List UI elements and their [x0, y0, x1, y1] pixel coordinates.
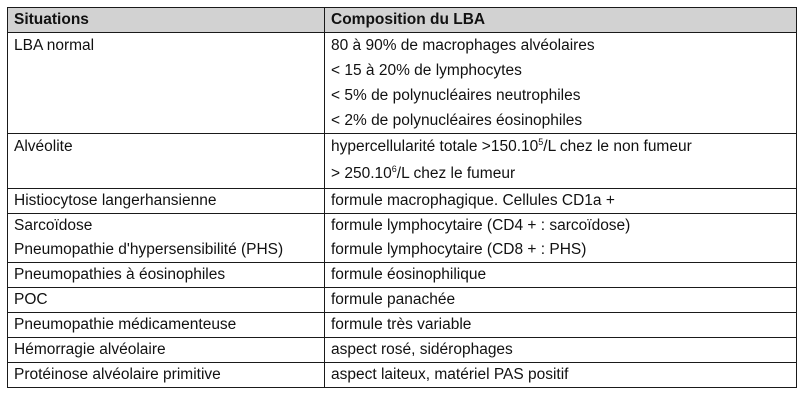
composition-text: formule éosinophilique — [331, 266, 487, 283]
composition-text: < 15 à 20% de lymphocytes — [331, 62, 522, 79]
table-row — [8, 189, 797, 214]
composition-cell — [325, 33, 797, 134]
situation-text: Pneumopathie d'hypersensibilité (PHS) — [14, 241, 284, 258]
composition-text: formule très variable — [331, 316, 472, 333]
composition-text — [331, 134, 790, 161]
composition-cell — [325, 338, 797, 363]
situation-cell — [8, 134, 325, 189]
situation-cell — [8, 214, 325, 263]
situation-cell — [8, 33, 325, 134]
composition-text: < 5% de polynucléaires neutrophiles — [331, 87, 581, 104]
composition-text: formule panachée — [331, 291, 456, 308]
table-row — [8, 263, 797, 288]
composition-cell — [325, 263, 797, 288]
header-composition: Composition du LBA — [325, 8, 797, 33]
composition-cell — [325, 288, 797, 313]
composition-text-part: /L chez le fumeur — [396, 165, 516, 182]
composition-cell — [325, 363, 797, 388]
composition-text — [331, 161, 790, 188]
composition-text: aspect laiteux, matériel PAS positif — [331, 366, 569, 383]
composition-cell — [325, 189, 797, 214]
composition-text-part: hypercellularité totale >150.10 — [331, 138, 539, 155]
situation-cell — [8, 263, 325, 288]
situation-text: Alvéolite — [14, 138, 73, 155]
lba-composition-table — [7, 7, 797, 388]
table-row — [8, 313, 797, 338]
composition-cell — [325, 313, 797, 338]
table-body — [8, 33, 797, 388]
table-header — [8, 8, 797, 33]
composition-cell — [325, 214, 797, 263]
situation-text: LBA normal — [14, 37, 95, 54]
situation-text: Pneumopathies à éosinophiles — [14, 266, 226, 283]
situation-text: Histiocytose langerhansienne — [14, 192, 217, 209]
composition-text-part: > 250.10 — [331, 165, 392, 182]
table-row — [8, 214, 797, 263]
situation-cell — [8, 313, 325, 338]
situation-text: Sarcoïdose — [14, 217, 93, 234]
situation-text: POC — [14, 291, 48, 308]
composition-text: 80 à 90% de macrophages alvéolaires — [331, 37, 595, 54]
composition-text: aspect rosé, sidérophages — [331, 341, 513, 358]
exponent: 5 — [538, 137, 544, 147]
table-row — [8, 338, 797, 363]
exponent: 6 — [391, 164, 397, 174]
situation-cell — [8, 338, 325, 363]
composition-text: formule lymphocytaire (CD4 + : sarcoïdose) — [331, 217, 631, 234]
situation-text: Hémorragie alvéolaire — [14, 341, 166, 358]
header-situations: Situations — [8, 8, 325, 33]
table-row — [8, 363, 797, 388]
composition-text: formule macrophagique. Cellules CD1a + — [331, 192, 615, 209]
table-row — [8, 288, 797, 313]
situation-cell — [8, 288, 325, 313]
table-row — [8, 33, 797, 134]
composition-text: < 2% de polynucléaires éosinophiles — [331, 112, 583, 129]
situation-text: Protéinose alvéolaire primitive — [14, 366, 221, 383]
composition-text: formule lymphocytaire (CD8 + : PHS) — [331, 241, 587, 258]
composition-cell — [325, 134, 797, 189]
situation-cell — [8, 189, 325, 214]
header-row — [8, 8, 797, 33]
table-row — [8, 134, 797, 189]
composition-text-part: /L chez le non fumeur — [543, 138, 692, 155]
situation-text: Pneumopathie médicamenteuse — [14, 316, 237, 333]
situation-cell — [8, 363, 325, 388]
